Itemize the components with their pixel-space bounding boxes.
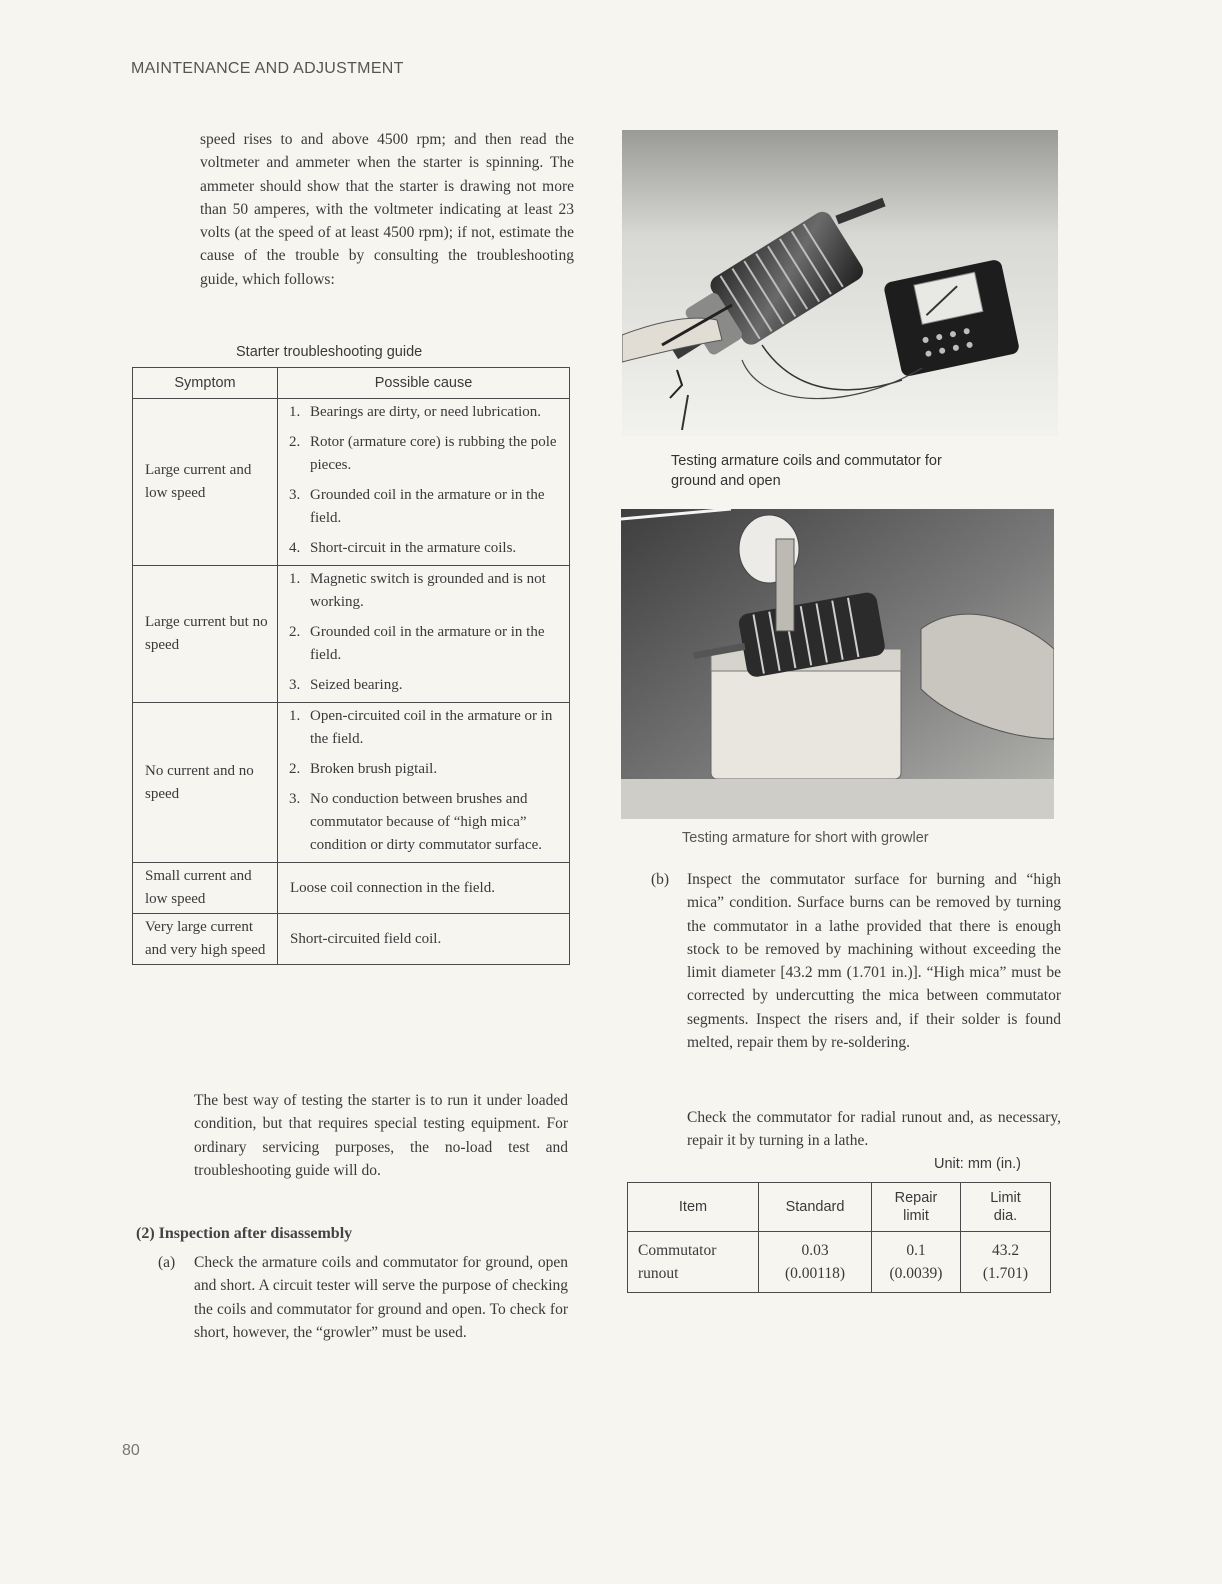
list-item: 2. Grounded coil in the armature or in the field. <box>289 624 545 663</box>
item-a-paragraph <box>158 1251 568 1344</box>
figure-1-caption <box>671 451 942 491</box>
commutator-spec-table <box>627 1182 1051 1293</box>
limit-header-line-2: dia. <box>993 1208 1018 1224</box>
figure-2-caption <box>682 830 929 846</box>
cause-cell: Loose coil connection in the field. <box>278 863 570 914</box>
list-item: 4. Short-circuit in the armature coils. <box>289 540 517 556</box>
limit-dia-cell <box>961 1232 1051 1293</box>
limit-header-line-1: Limit <box>990 1190 1021 1206</box>
figure-1-caption-line-2: ground and open <box>671 473 781 489</box>
repair-header-line-2: limit <box>903 1208 929 1224</box>
cause-list <box>278 399 569 565</box>
cause-list <box>278 566 569 702</box>
growler-test-photo <box>621 509 1054 819</box>
item-a-text: Check the armature coils and commutator for ground, open and short. A circuit tester will serve the purpose of checking the coils and commutator for ground and open. To check for short, however, the “growler” must be used. <box>194 1254 568 1341</box>
table-row <box>133 399 570 566</box>
armature-tester-photo <box>622 130 1058 436</box>
figure-1-caption-line-1: Testing armature coils and commutator for <box>671 453 942 469</box>
cause-list <box>278 703 569 862</box>
limit-mm: 43.2 <box>991 1242 1020 1259</box>
repair-limit-header <box>872 1183 961 1232</box>
unit-label: Unit: mm (in.) <box>934 1156 1021 1172</box>
limit-in: (1.701) <box>982 1265 1029 1282</box>
list-item: 3. Grounded coil in the armature or in the field. <box>289 487 545 526</box>
symptom-cell: Large current and low speed <box>133 399 278 566</box>
table-header-row <box>133 368 570 399</box>
symptom-header: Symptom <box>133 368 278 399</box>
repair-in: (0.0039) <box>889 1265 943 1282</box>
table-row <box>133 703 570 863</box>
page-header: MAINTENANCE AND ADJUSTMENT <box>131 60 404 77</box>
list-item: 1. Bearings are dirty, or need lubrication. <box>289 404 542 420</box>
item-a-marker: (a) <box>158 1254 176 1271</box>
symptom-cell: No current and no speed <box>133 703 278 863</box>
runout-check-paragraph: Check the commutator for radial runout and, as necessary, repair it by turning in a lathe. <box>687 1109 1061 1150</box>
table-row <box>133 914 570 965</box>
best-way-paragraph: The best way of testing the starter is to run it under loaded condition, but that requires special testing equipment. For ordinary servicing purposes, the no-load test and troubleshooting guide will do. <box>194 1092 568 1179</box>
limit-dia-header <box>961 1183 1051 1232</box>
repair-limit-cell <box>872 1232 961 1293</box>
figure-2-caption-text: Testing armature for short with growler <box>682 830 929 846</box>
list-item: 1. Magnetic switch is grounded and is not working. <box>289 571 546 610</box>
table-header-row <box>628 1183 1051 1232</box>
item-line-1: Commutator <box>638 1242 717 1259</box>
repair-header-line-1: Repair <box>894 1190 938 1206</box>
symptom-cell: Small current and low speed <box>133 863 278 914</box>
table-row <box>628 1232 1051 1293</box>
troubleshooting-caption: Starter troubleshooting guide <box>236 344 423 360</box>
item-b-text: Inspect the commutator surface for burning and “high mica” condition. Surface burns can be removed by turning the commutator in a lathe provided that there is enough stock to be removed by machining without exceeding the limit diameter [43.2 mm (1.701 in.)]. “High mica” must be corrected by undercutting the mica between commutator segments. Inspect the risers and, if their solder is found melted, repair them by re-soldering. <box>687 871 1061 1052</box>
standard-mm: 0.03 <box>801 1242 829 1259</box>
standard-in: (0.00118) <box>784 1265 846 1282</box>
list-item: 1. Open-circuited coil in the armature or in the field. <box>289 708 553 747</box>
cause-cell <box>278 399 570 566</box>
standard-header: Standard <box>759 1183 872 1232</box>
cause-cell <box>278 703 570 863</box>
item-cell <box>628 1232 759 1293</box>
item-header: Item <box>628 1183 759 1232</box>
intro-paragraph: speed rises to and above 4500 rpm; and then read the voltmeter and ammeter when the starter is spinning. The ammeter should show that the starter is drawing not more than 50 amperes, with the voltmeter indicating at least 23 volts (at the speed of at least 4500 rpm); if not, estimate the cause of the trouble by consulting the troubleshooting guide, which follows: <box>200 131 574 288</box>
table-row <box>133 863 570 914</box>
list-item: 2. Broken brush pigtail. <box>289 761 438 777</box>
repair-mm: 0.1 <box>906 1242 926 1259</box>
list-item: 2. Rotor (armature core) is rubbing the pole pieces. <box>289 434 557 473</box>
cause-cell: Short-circuited field coil. <box>278 914 570 965</box>
section-heading: (2) Inspection after disassembly <box>136 1225 353 1242</box>
standard-cell <box>759 1232 872 1293</box>
symptom-cell: Very large current and very high speed <box>133 914 278 965</box>
troubleshooting-table <box>132 367 570 965</box>
symptom-cell: Large current but no speed <box>133 566 278 703</box>
cause-cell <box>278 566 570 703</box>
item-line-2: runout <box>638 1265 679 1282</box>
list-item: 3. Seized bearing. <box>289 677 403 693</box>
table-row <box>133 566 570 703</box>
item-b-marker: (b) <box>651 871 670 888</box>
item-b-paragraph <box>651 868 1061 1054</box>
page-number: 80 <box>122 1442 140 1459</box>
list-item: 3. No conduction between brushes and commutator because of “high mica” condition or dirty commutator surface. <box>289 791 543 853</box>
cause-header: Possible cause <box>278 368 570 399</box>
